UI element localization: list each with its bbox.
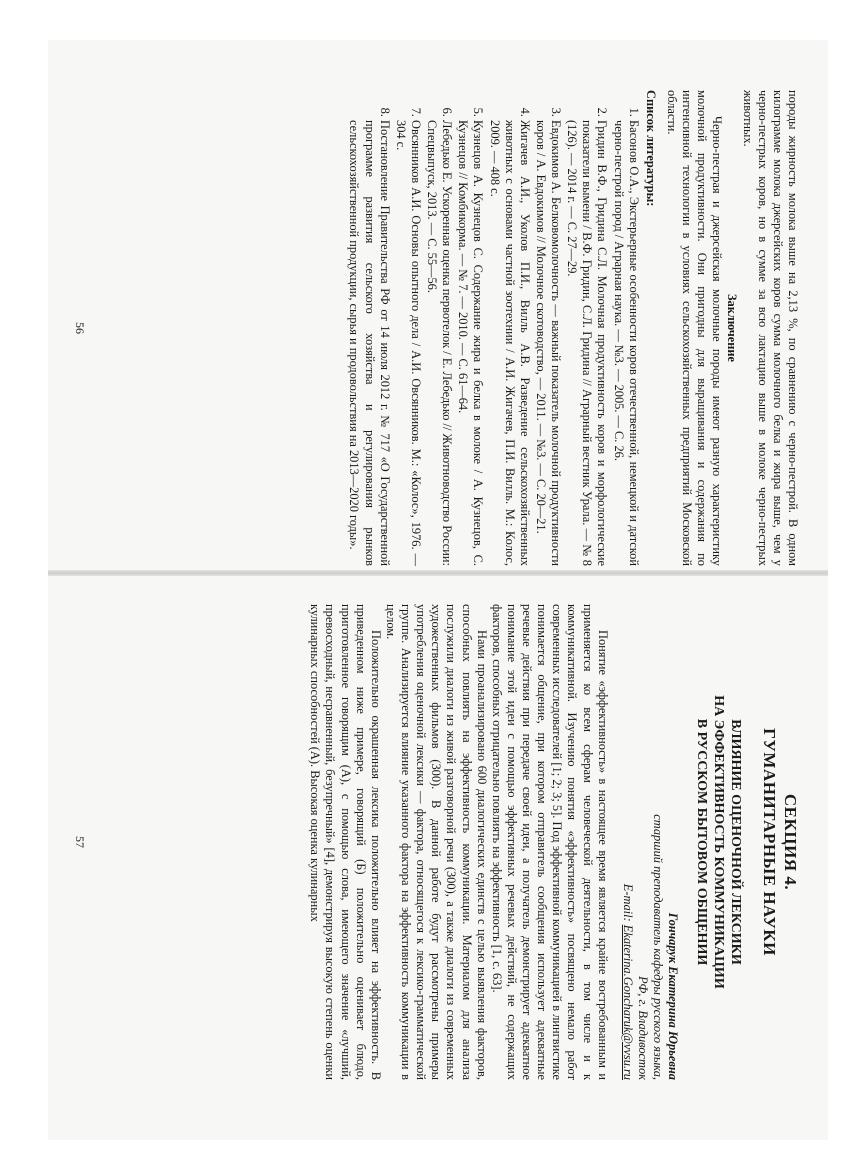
- reference-item: 8. Постановление Правительства РФ от 14 июля 2012 г. № 717 «О Государственной программе развития сельского хозяйства и регулирования рынков сельскохозяйственной продукции, сырья и продовольствия на 2013—2020 годы».: [346, 120, 391, 566]
- article-title-line: НА ЭФФЕКТИВНОСТЬ КОММУНИКАЦИИ: [710, 695, 726, 989]
- page-56-content: [346, 68, 818, 588]
- conclusion-paragraph: Черно-пестрая и джерсейская молочные породы имеют разную характеристику молочной продуктивности. Они пригодны для выращивания и содержания по интенсивной технологии в условиях сельскохозяйственных предприятий Московской области.: [665, 90, 725, 566]
- email-link[interactable]: Ekaterina.Goncharuk@vvsu.ru: [620, 924, 635, 1080]
- page-57-content: [307, 582, 818, 1102]
- section-name: ГУМАНИТАРНЫЕ НАУКИ: [760, 728, 780, 956]
- page-number: 57: [73, 836, 87, 848]
- reference-item: 3. Евдокимов А. Белковомолочность — важный показатель молочной продуктивности коров / А. Евдокимов // Молочное скотоводство, — 2011. — №3. — С. 20—21.: [533, 120, 563, 566]
- article-title: [692, 604, 742, 1080]
- body-paragraph: Понятие «эффективность» в настоящее время является крайне востребованным и применяется ко всем сферам человеческой деятельности, в том числе и к коммуникативной. Изучению понятия «эффективность» посвящено немало работ современных исследователей [1; 2; 3; 5]. Под эффективной коммуникацией в лингвистике понимается общение, при котором отправитель сообщения использует адекватные речевые действия при передаче своей идеи, а получатель демонстрирует адекватное понимание этой идеи с помощью эффективных речевых действий, не содержащих факторов, способных отрицательно повлиять на эффективность [1, с. 63].: [489, 604, 610, 1080]
- article-title-line: В РУССКОМ БЫТОВОМ ОБЩЕНИИ: [693, 718, 709, 966]
- author-location: РФ, г. Владивосток: [635, 976, 650, 1080]
- author-position: старший преподаватель кафедры русского языка,: [651, 814, 666, 1080]
- conclusion-heading: Заключение: [725, 293, 740, 363]
- page-57: [58, 582, 818, 1102]
- body-paragraph: Нами проанализировано 600 диалогических единств с целью выявления факторов, способных повлиять на эффективность коммуникации. Материалом для анализа послужили диалоги из живой разговорной речи (300), а также диалоги из современных художественных фильмов (300). В данной работе будут рассмотрены примеры употребления оценочной лексики — фактора, относящегося к лексико-грамматической группе. Анализируется влияние указанного фактора на эффективность коммуникации в целом.: [383, 604, 489, 1080]
- reference-item: 5. Кузнецов А. Кузнецов С. Содержание жира и белка в молоке / А. Кузнецов, С. Кузнецов // Комбикорма. — № 7. — 2010. — С. 61—64.: [455, 120, 485, 566]
- reference-item: 2. Гридин В.Ф., Гридина С.Л. Молочная продуктивность коров и морфологические показатели вымени / В.Ф. Гридин, С.Л. Гридина // Аграрный вестник Урала. — № 8 (126). — 2014 г. — С. 27—29.: [564, 120, 609, 566]
- email-label: E-mail:: [620, 883, 635, 922]
- author-email: [620, 604, 635, 1080]
- references-heading: Список литературы:: [643, 90, 658, 207]
- page-number: 56: [73, 322, 87, 334]
- intro-paragraph: породы жирность молока выше на 2,13 %, по сравнению с черно-пестрой. В одном килограмме молока джерсейских коров сумма молочного белка и жира выше, чем у черно-пестрых коров, но в сумме за всю лактацию выше в молоке черно-пестрых животных.: [740, 90, 800, 566]
- reference-item: 1. Басонов О.А., Экстерьерные особенности коров отечественной, немецкой и датской черно-пестрой пород / Аграрная наука. — №3. — 2005. — С. 26.: [611, 120, 641, 566]
- page-56: [58, 68, 818, 588]
- article-title-line: ВЛИЯНИЕ ОЦЕНОЧНОЙ ЛЕКСИКИ: [727, 719, 743, 965]
- reference-item: 4. Жигачев А.И., Уколов П.И., Вилль А.В. Разведение сельскохозяйственных животных с основами частной зоотехнии / А.И. Жигачев, П.И. Вилль. М.: Колос, 2009. — 408 с.: [487, 120, 532, 566]
- body-paragraph: Положительно окрашенная лексика положительно влияет на эффективность. В приведенном ниже примере, говорящий (Б) положительно оценивает блюдо, приготовленное говорящим (А), с помощью слова, имеющего значение «лучший, превосходный, несравненный, безупречный» [4], демонстрируя высокую степень оценки кулинарных способностей (А). Высокая оценка кулинарных: [308, 604, 383, 1080]
- author-name: Гончарук Екатерина Юрьевна: [666, 912, 681, 1080]
- references-list: [346, 90, 640, 566]
- reference-item: 7. Овсянников А.И. Основы опытного дела / А.И. Овсянников. М.: «Колос», 1976. — 304 с.: [393, 120, 423, 566]
- section-label: СЕКЦИЯ 4.: [781, 793, 800, 891]
- reference-item: 6. Лебедько Е. Ускоренная оценка первотелок / Е. Лебедько // Животноводство России: Спецвыпуск, 2013. — С. 55—56.: [424, 120, 454, 566]
